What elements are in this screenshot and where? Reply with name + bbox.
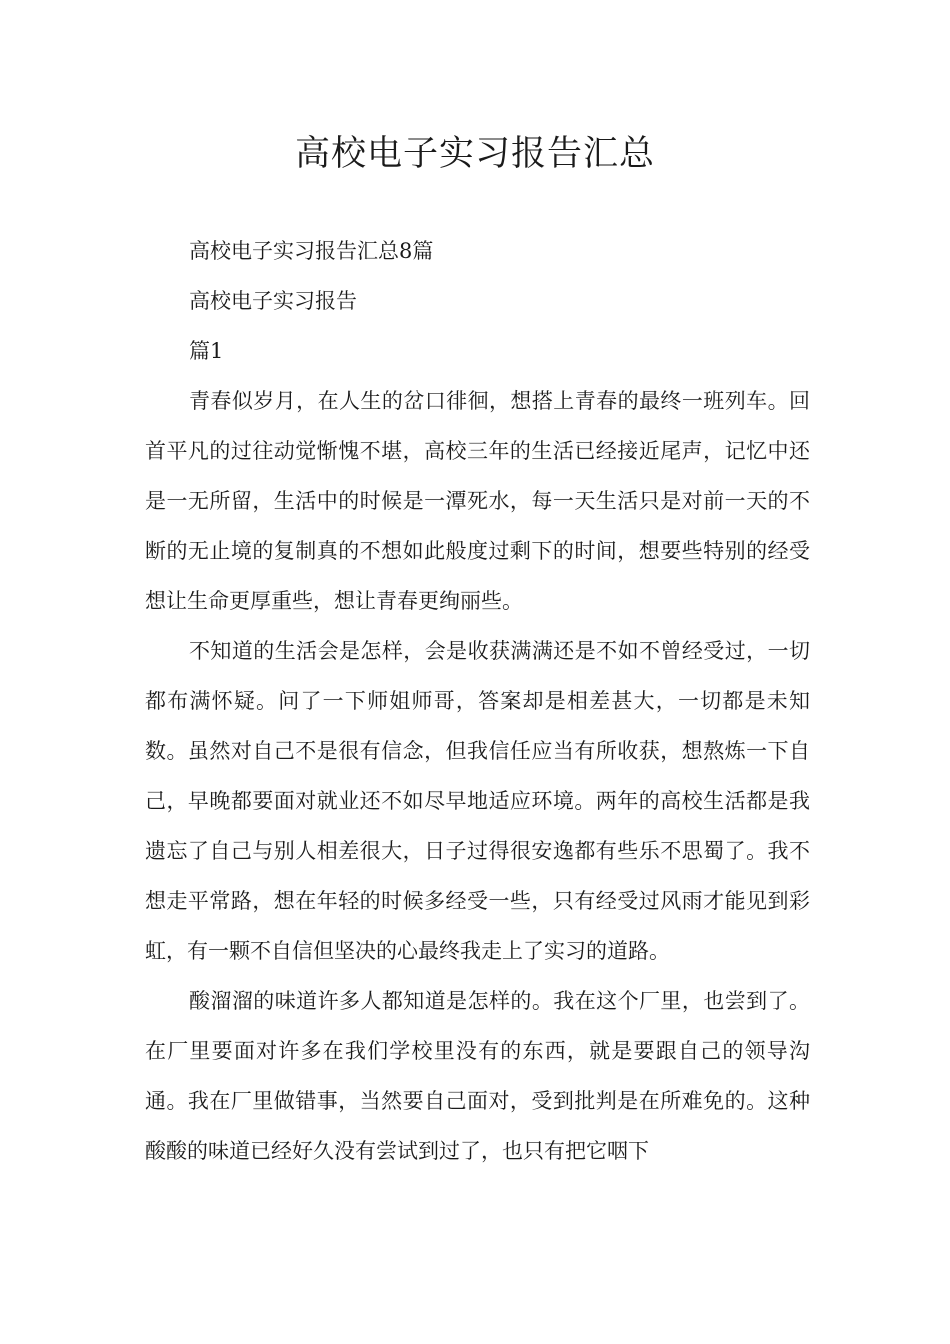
body-paragraph: 酸溜溜的味道许多人都知道是怎样的。我在这个厂里，也尝到了。在厂里要面对许多在我们学校里没有的东西，就是要跟自己的领导沟通。我在厂里做错事，当然要自己面对，受到批判是在所难免的。这种酸酸的味道已经好久没有尝试到过了，也只有把它咽下 — [145, 989, 810, 1163]
body-paragraph: 青春似岁月，在人生的岔口徘徊，想搭上青春的最终一班列车。回首平凡的过往动觉惭愧不堪，高校三年的生活已经接近尾声，记忆中还是一无所留，生活中的时候是一潭死水，每一天生活只是对前一天的不断的无止境的复制真的不想如此般度过剩下的时间，想要些特别的经受想让生命更厚重些，想让青春更绚丽些。 — [145, 389, 810, 613]
body-paragraph: 不知道的生活会是怎样，会是收获满满还是不如不曾经受过，一切都布满怀疑。问了一下师姐师哥，答案却是相差甚大，一切都是未知数。虽然对自己不是很有信念，但我信任应当有所收获，想熬炼一下自己，早晚都要面对就业还不如尽早地适应环境。两年的高校生活都是我遗忘了自己与别人相差很大，日子过得很安逸都有些乐不思蜀了。我不想走平常路，想在年轻的时候多经受一些，只有经受过风雨才能见到彩虹，有一颗不自信但坚决的心最终我走上了实习的道路。 — [145, 639, 810, 963]
document-title: 高校电子实习报告汇总 — [294, 134, 655, 174]
document-body — [145, 226, 810, 1176]
section-heading: 高校电子实习报告 — [189, 289, 357, 313]
subtitle-paragraph: 高校电子实习报告汇总8篇 — [189, 239, 434, 263]
chapter-label: 篇1 — [189, 339, 224, 363]
